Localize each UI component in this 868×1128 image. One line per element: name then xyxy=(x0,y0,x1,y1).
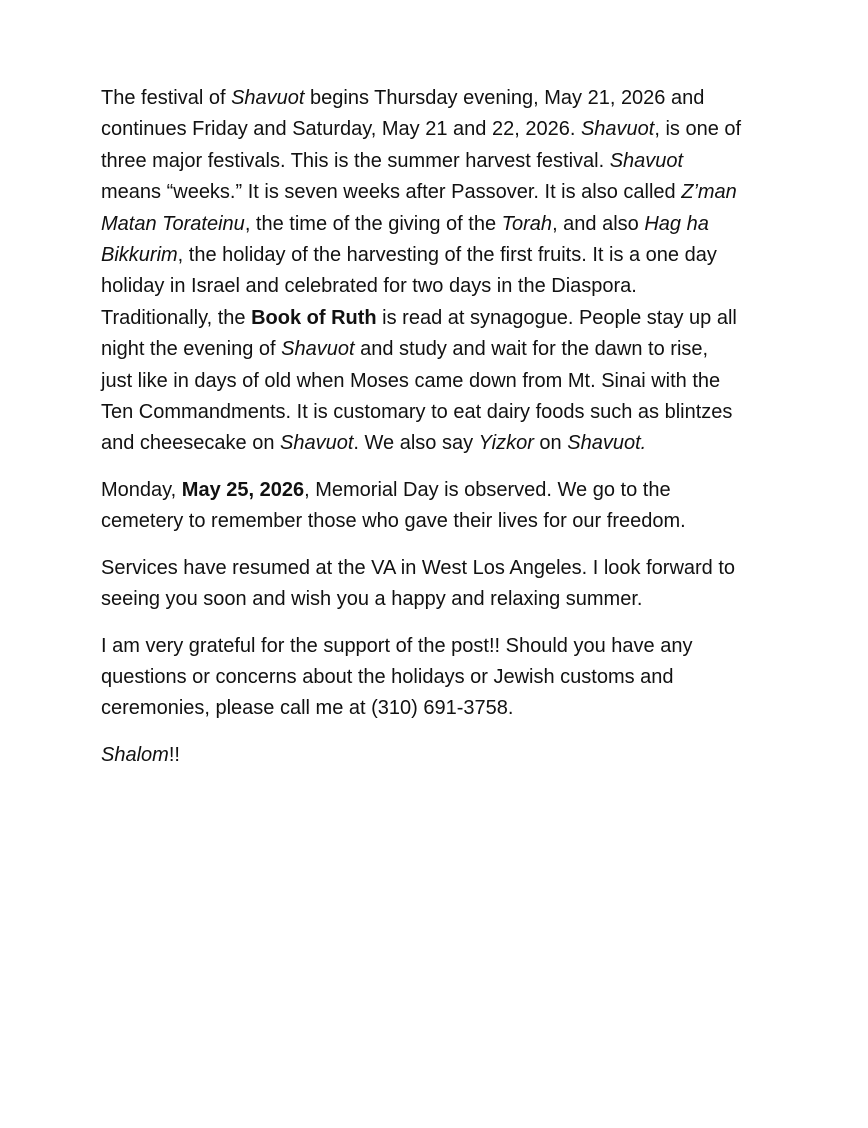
text-line: Ten Commandments. It is customary to eat dairy foods such as blintzes xyxy=(101,401,733,424)
book-of-ruth-bold: Book of Ruth xyxy=(251,306,377,329)
text-line: Services have resumed at the VA in West Los Angeles. I look forward to xyxy=(101,556,736,579)
text-line: Bikkurim, the holiday of the harvesting of the first fruits. It is a one day xyxy=(101,244,717,267)
text-line: ceremonies, please call me at (310) 691-3758. xyxy=(101,697,514,720)
text-line: holiday in Israel and celebrated for two days in the Diaspora. xyxy=(101,275,637,298)
memorial-day-date: May 25, 2026 xyxy=(181,478,305,501)
text-line: means “weeks.” It is seven weeks after Passover. It is also called Z’man xyxy=(101,181,737,204)
text-line: I am very grateful for the support of the post!! Should you have any xyxy=(101,634,693,657)
text-line: continues Friday and Saturday, May 21 and 22, 2026. Shavuot, is one of xyxy=(101,118,742,141)
text-line: just like in days of old when Moses came down from Mt. Sinai with the xyxy=(101,369,721,392)
text-line: Traditionally, the Book of Ruth is read at synagogue. People stay up all xyxy=(101,306,737,329)
document-body xyxy=(101,83,773,786)
services-paragraph xyxy=(101,553,773,616)
shavuot-paragraph xyxy=(101,83,773,460)
text-line: Monday, May 25, 2026, Memorial Day is observed. We go to the xyxy=(101,478,671,501)
text-line: cemetery to remember those who gave their lives for our freedom. xyxy=(101,510,686,533)
text-line: The festival of Shavuot begins Thursday evening, May 21, 2026 and xyxy=(101,87,705,109)
text-line: night the evening of Shavuot and study and wait for the dawn to rise, xyxy=(101,338,709,361)
memorial-day-paragraph xyxy=(101,475,773,538)
contact-paragraph xyxy=(101,631,773,725)
text-line: Shalom!! xyxy=(101,743,180,766)
text-line: seeing you soon and wish you a happy and relaxing summer. xyxy=(101,588,643,611)
text-line: questions or concerns about the holidays or Jewish customs and xyxy=(101,665,674,688)
text-line: Matan Torateinu, the time of the giving of the Torah, and also Hag ha xyxy=(101,212,709,235)
shalom-word: Shalom xyxy=(101,743,169,766)
text-line: three major festivals. This is the summer harvest festival. Shavuot xyxy=(101,149,684,172)
text-line: and cheesecake on Shavuot. We also say Yizkor on Shavuot. xyxy=(101,432,647,455)
closing-line xyxy=(101,740,773,771)
